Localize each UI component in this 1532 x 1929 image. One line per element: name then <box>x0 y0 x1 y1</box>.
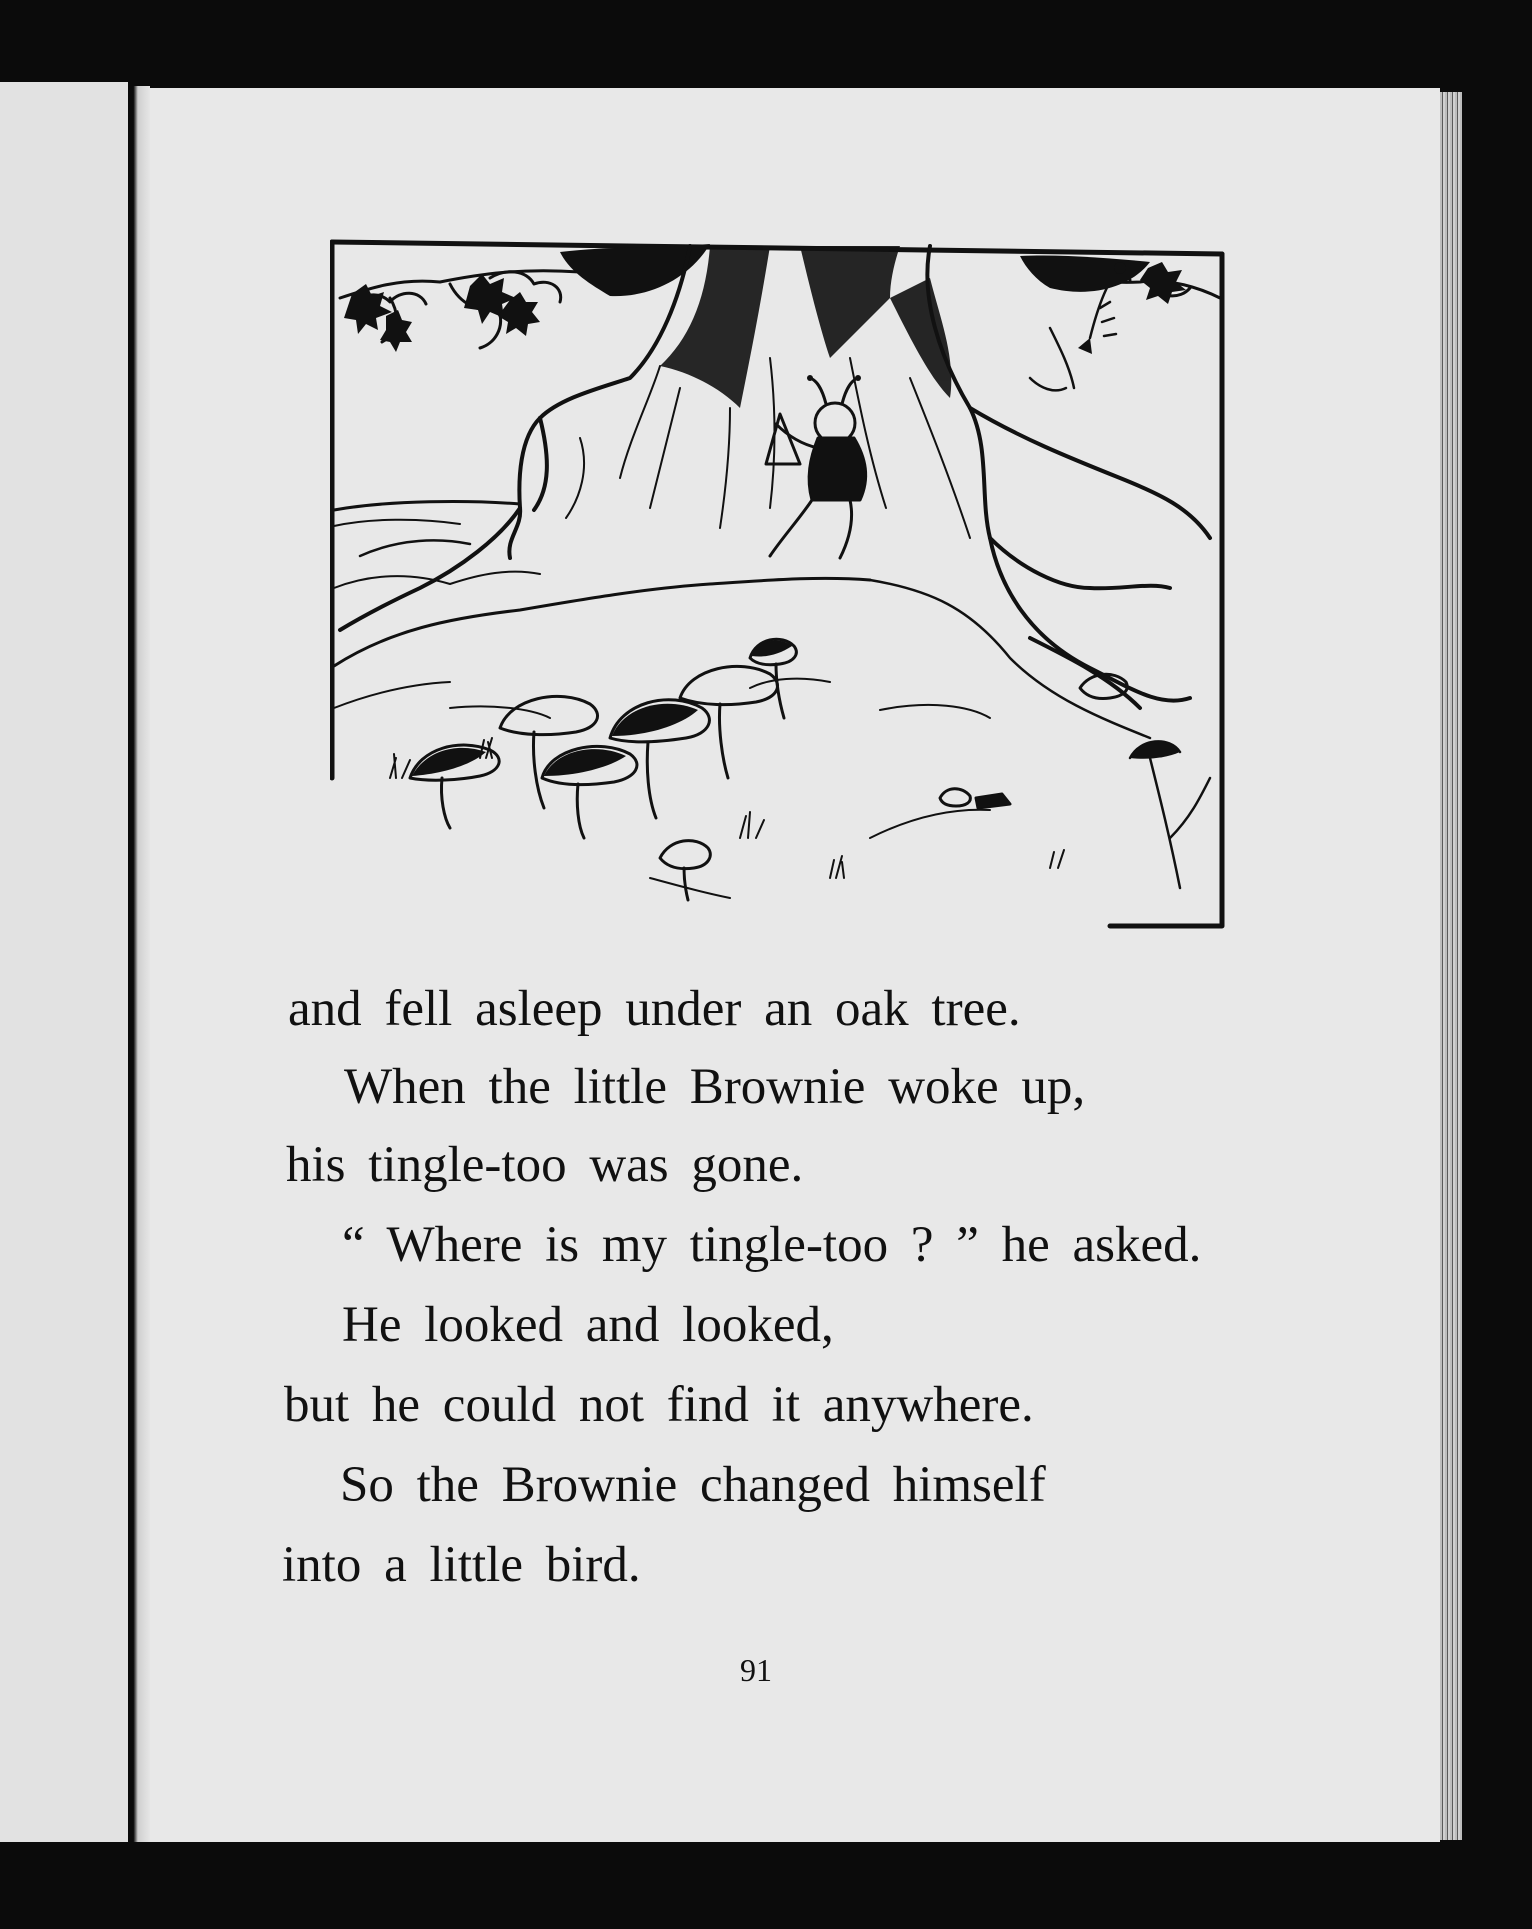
left-page-edge <box>0 82 128 1842</box>
text-line: and fell asleep under an oak tree. <box>288 981 1021 1037</box>
oak-tree-illustration <box>330 238 1226 930</box>
text-line: He looked and looked, <box>342 1297 834 1353</box>
foxglove-flowers <box>1030 268 1210 888</box>
text-line: into a little bird. <box>282 1537 641 1593</box>
mushrooms <box>410 639 1127 900</box>
text-line: When the little Brownie woke up, <box>344 1059 1086 1115</box>
text-line: So the Brownie changed himself <box>340 1457 1046 1513</box>
book-gutter <box>128 86 150 1842</box>
page-number: 91 <box>740 1652 772 1688</box>
text-line: his tingle-too was gone. <box>286 1137 804 1193</box>
text-line: “ Where is my tingle-too ? ” he asked. <box>342 1217 1202 1273</box>
text-line: but he could not find it anywhere. <box>284 1377 1034 1433</box>
page-stack-edge <box>1440 92 1462 1840</box>
